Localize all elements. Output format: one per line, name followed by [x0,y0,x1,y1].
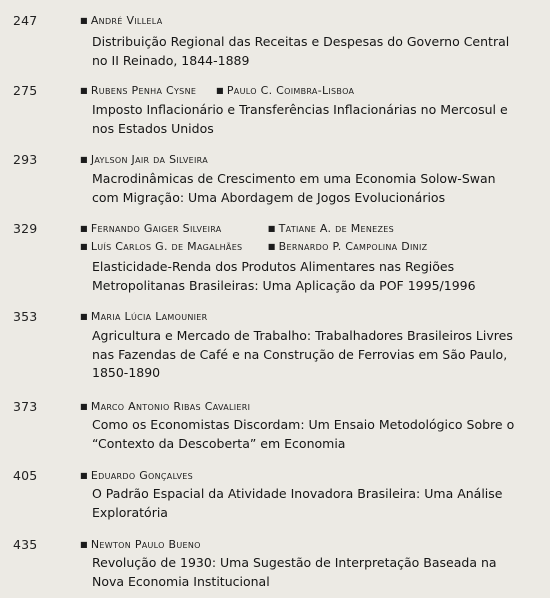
page-number: 405 [13,468,38,483]
author [216,82,354,100]
author [80,82,196,100]
article-title [92,485,532,522]
author-name: Bernardo P. Campolina Diniz [278,240,428,253]
bullet-icon: ■ [80,224,88,233]
bullet-icon: ■ [267,242,276,251]
author-name: Eduardo Gonçalves [90,469,193,482]
author [80,238,258,256]
author [80,467,193,485]
bullet-icon: ■ [80,155,88,164]
article-title [92,327,532,383]
author [80,398,250,416]
page-number: 353 [13,309,38,324]
title-line: Revolução de 1930: Uma Sugestão de Interpretação Baseada na [92,555,497,570]
title-line: Distribuição Regional das Receitas e Despesas do Governo Central [92,34,510,49]
page-number: 435 [13,537,38,552]
bullet-icon: ■ [216,86,224,95]
bullet-icon: ■ [80,86,88,95]
author-name: Rubens Penha Cysne [90,84,197,97]
author-name: Maria Lúcia Lamounier [90,310,208,323]
title-line: O Padrão Espacial da Atividade Inovadora Brasileira: Uma Análise [92,486,503,501]
author-list [80,220,540,256]
author-name: Paulo C. Coimbra-Lisboa [226,84,355,97]
article-title [92,33,532,70]
author [80,220,258,238]
page-number: 329 [13,221,38,236]
bullet-icon: ■ [80,312,88,321]
author-name: Marco Antonio Ribas Cavalieri [90,400,251,413]
article-title [92,554,532,591]
article-title [92,258,532,295]
title-line: Metropolitanas Brasileiras: Uma Aplicação da POF 1995/1996 [92,277,476,293]
author-name: Tatiane A. de Menezes [278,222,395,235]
article-title [92,416,532,453]
author-list [80,151,540,169]
bullet-icon: ■ [80,471,88,480]
title-line: “Contexto da Descoberta” em Economia [92,435,346,451]
bullet-icon: ■ [80,540,88,549]
page-number: 373 [13,399,38,414]
title-line: Como os Economistas Discordam: Um Ensaio Metodológico Sobre o [92,417,515,432]
author-list [80,398,540,416]
author [80,536,201,554]
author [80,12,163,30]
page-number: 275 [13,83,38,98]
title-line: Agricultura e Mercado de Trabalho: Trabalhadores Brasileiros Livres [92,328,513,343]
title-line: nas Fazendas de Café e na Construção de Ferrovias em São Paulo, [92,346,508,362]
bullet-icon: ■ [267,224,276,233]
title-line: com Migração: Uma Abordagem de Jogos Evolucionários [92,189,446,205]
author [268,220,394,238]
title-line: Imposto Inflacionário e Transferências Inflacionárias no Mercosul e [92,102,508,117]
author-name: Newton Paulo Bueno [90,538,201,551]
author-list [80,12,540,30]
author-list [80,536,540,554]
title-line: Elasticidade-Renda dos Produtos Alimentares nas Regiões [92,259,455,274]
title-line: Exploratória [92,504,168,520]
author-name: Jaylson Jair da Silveira [90,153,208,166]
bullet-icon: ■ [80,16,88,25]
author [268,238,428,256]
author-list [80,467,540,485]
author-list [80,82,540,100]
author-name: André Villela [90,14,163,27]
bullet-icon: ■ [80,402,88,411]
article-title [92,170,532,207]
title-line: 1850-1890 [92,365,161,380]
article-title [92,101,532,138]
author-name: Luís Carlos G. de Magalhães [90,240,243,253]
page-number: 247 [13,13,38,28]
title-line: Macrodinâmicas de Crescimento em uma Economia Solow-Swan [92,171,496,186]
author [80,151,208,169]
bullet-icon: ■ [80,242,88,251]
title-line: Nova Economia Institucional [92,573,270,589]
author-name: Fernando Gaiger Silveira [90,222,222,235]
title-line: nos Estados Unidos [92,120,214,136]
title-line: no II Reinado, 1844-1889 [92,52,250,68]
author-list [80,308,540,326]
author [80,308,208,326]
page-number: 293 [13,152,38,167]
